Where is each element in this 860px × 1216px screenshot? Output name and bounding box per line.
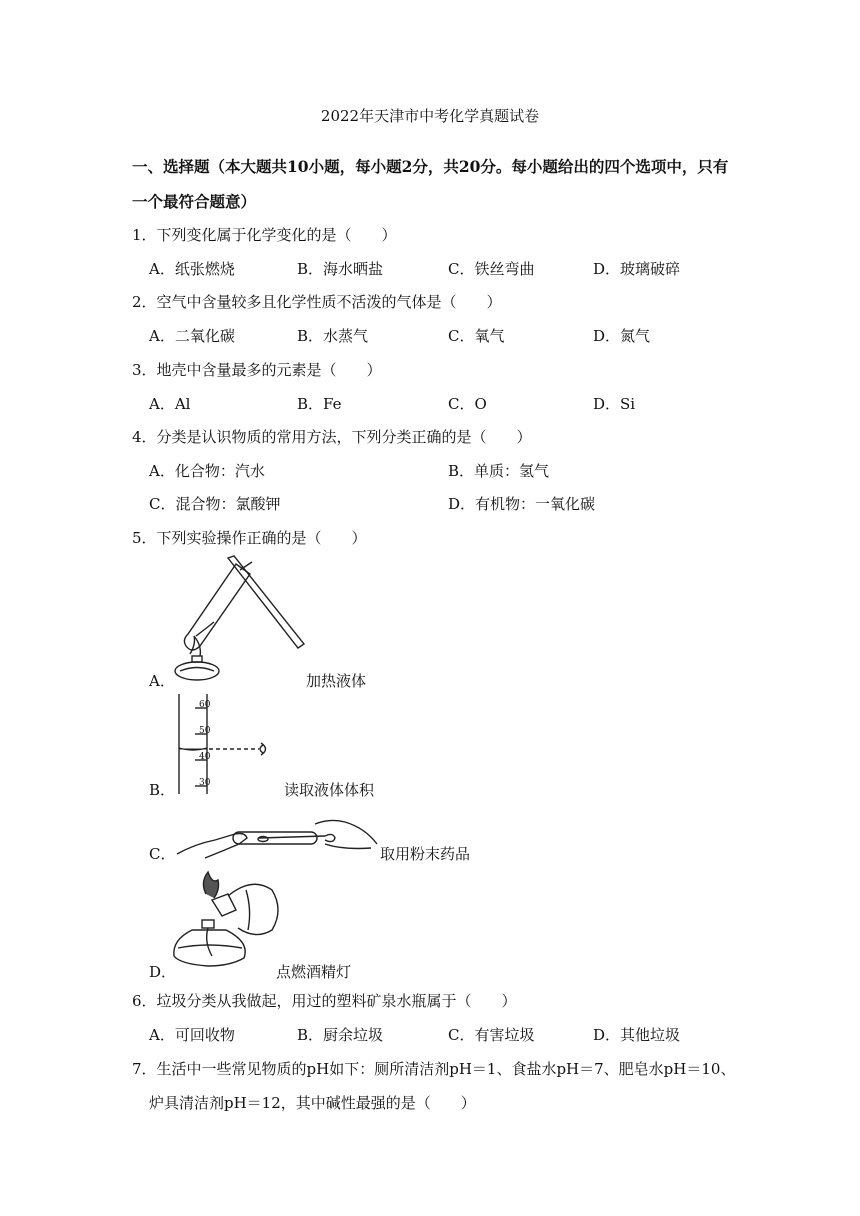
question-2-option-b: B．水蒸气 <box>297 327 369 345</box>
tilted-lamp-inner-shape <box>246 890 250 930</box>
question-4-option-b: B．单质：氢气 <box>448 462 550 480</box>
question-4-option-c: C．混合物：氯酸钾 <box>149 495 281 513</box>
page-title: 2022年天津市中考化学真题试卷 <box>320 107 540 125</box>
lower-lamp-cap-shape <box>202 920 214 928</box>
question-3-option-a: A．Al <box>149 395 191 413</box>
question-6-option-d: D．其他垃圾 <box>593 1026 681 1044</box>
flame-shape <box>190 636 200 656</box>
spatula-shape <box>259 834 335 841</box>
question-7-stem-line1: 7．生活中一些常见物质的pH如下：厕所清洁剂pH＝1、食盐水pH＝7、肥皂水pH＝10、 <box>132 1060 736 1078</box>
question-4-option-a: A．化合物：汽水 <box>149 462 265 480</box>
left-hand-shape <box>177 834 247 859</box>
tilted-wick-holder-shape <box>212 894 236 916</box>
question-3-stem: 3．地壳中含量最多的元素是（ ） <box>132 361 382 379</box>
question-1-option-a: A．纸张燃烧 <box>149 260 235 278</box>
tick-label-50: 50 <box>199 726 211 736</box>
lamp-wick-shape <box>192 656 202 662</box>
figure-b-caption: 读取液体体积 <box>284 781 375 799</box>
lower-lamp-body-shape <box>174 930 245 966</box>
question-2-option-d: D．氮气 <box>593 327 651 345</box>
lamp-liquid-shape <box>180 668 214 672</box>
figure-d-letter: D． <box>149 963 177 981</box>
tick-label-40: 40 <box>199 752 211 762</box>
question-1-stem: 1．下列变化属于化学变化的是（ ） <box>132 226 397 244</box>
figure-d-lamp-lighting <box>172 870 287 970</box>
tick-label-30: 30 <box>199 778 211 788</box>
question-4-stem: 4．分类是认识物质的常用方法，下列分类正确的是（ ） <box>132 428 532 446</box>
question-6-option-c: C．有害垃圾 <box>448 1026 535 1044</box>
figure-b-graduated-cylinder <box>175 694 275 798</box>
question-7-stem-line2: 炉具清洁剂pH＝12，其中碱性最强的是（ ） <box>149 1094 476 1112</box>
question-2-stem: 2．空气中含量较多且化学性质不活泼的气体是（ ） <box>132 293 502 311</box>
question-1-option-b: B．海水晒盐 <box>297 260 384 278</box>
question-5-stem: 5．下列实验操作正确的是（ ） <box>132 529 367 547</box>
figure-a-caption: 加热液体 <box>306 672 367 690</box>
question-2-option-a: A．二氧化碳 <box>149 327 235 345</box>
question-3-option-c: C．O <box>448 395 487 413</box>
lower-lamp-wick-shape <box>207 928 212 956</box>
figure-c-letter: C． <box>149 845 176 863</box>
right-hand-shape <box>315 820 377 848</box>
eye-icon <box>260 743 266 755</box>
figure-a-heating-liquid <box>170 556 310 681</box>
question-3-option-d: D．Si <box>593 395 636 413</box>
question-2-option-c: C．氧气 <box>448 327 505 345</box>
lower-lamp-liquid-shape <box>178 945 242 948</box>
tick-label-60: 60 <box>199 700 211 710</box>
figure-d-caption: 点燃酒精灯 <box>276 963 352 981</box>
section-heading-line1: 一、选择题（本大题共10小题，每小题2分，共20分。每小题给出的四个选项中，只有 <box>132 157 729 176</box>
question-6-option-b: B．厨余垃圾 <box>297 1026 384 1044</box>
question-6-stem: 6．垃圾分类从我做起，用过的塑料矿泉水瓶属于（ ） <box>132 992 517 1010</box>
section-heading-line2: 一个最符合题意） <box>132 192 257 211</box>
question-6-option-a: A．可回收物 <box>149 1026 235 1044</box>
question-4-option-d: D．有机物：一氧化碳 <box>448 495 596 513</box>
tube-holder-shape <box>228 556 304 648</box>
question-3-option-b: B．Fe <box>297 395 342 413</box>
figure-a-letter: A． <box>149 672 175 690</box>
figure-b-letter: B． <box>149 781 176 799</box>
figure-c-powder-sampling <box>175 814 380 864</box>
question-1-option-c: C．铁丝弯曲 <box>448 260 535 278</box>
question-1-option-d: D．玻璃破碎 <box>593 260 681 278</box>
figure-c-caption: 取用粉末药品 <box>380 845 471 863</box>
flame-dark-icon <box>203 872 218 898</box>
